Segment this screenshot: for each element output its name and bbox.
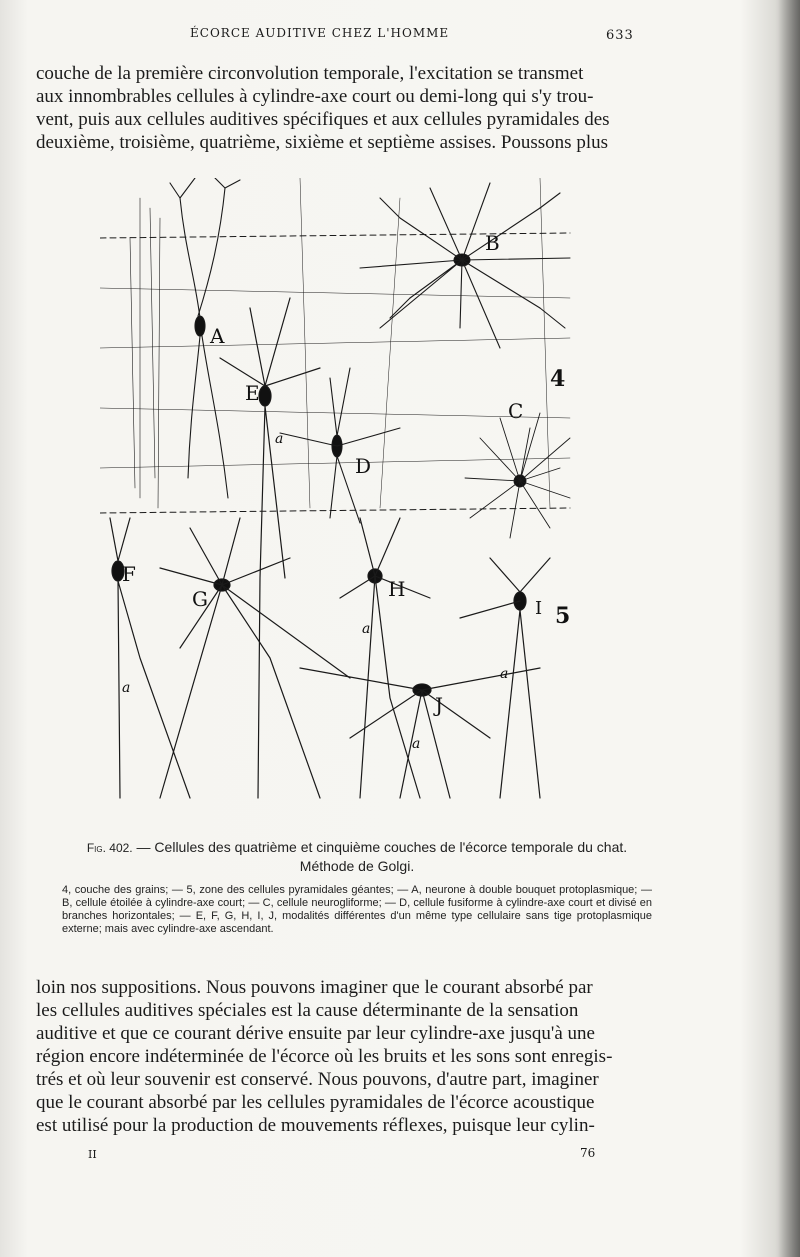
figure-label: E bbox=[245, 381, 260, 405]
figure-label: D bbox=[355, 454, 372, 478]
figure-legend: 4, couche des grains; — 5, zone des cellules pyramidales géantes; — A, neurone à double bouquet protoplasmique; — B, cellule étoilée à cylindre-axe court; — C, cellule neurogliforme; — D, cellule fusiforme à cylindre-axe court et divisé en branches horizontales; — E, F, G, H, I, J, modalités différentes d'un même type cellulaire sans tige protoplasmique externe; mais avec cylindre-axe ascendant. bbox=[62, 884, 652, 935]
caption-text: — Cellules des quatrième et cinquième couches de l'écorce temporale du chat. Méthode de Golgi. bbox=[136, 839, 628, 874]
text-line: couche de la première circonvolution temporale, l'excitation se transmet bbox=[36, 63, 584, 84]
text-line: région encore indéterminée de l'écorce où les bruits et les sons sont enregis- bbox=[36, 1046, 613, 1067]
figure-drawing bbox=[100, 178, 570, 798]
text-line: est utilisé pour la production de mouvements réflexes, puisque leur cylin- bbox=[36, 1115, 595, 1136]
figure-label: B bbox=[485, 231, 500, 255]
caption-title bbox=[62, 838, 652, 875]
golgi-neuron-figure bbox=[100, 178, 580, 823]
neuron-b bbox=[360, 183, 570, 348]
top-paragraph bbox=[36, 62, 652, 154]
text-line: trés et où leur souvenir est conservé. Nous pouvons, d'autre part, imaginer bbox=[36, 1069, 599, 1090]
caption-label: Fig. 402. bbox=[86, 841, 133, 855]
neuron-d bbox=[280, 368, 400, 523]
figure-labels bbox=[122, 231, 570, 752]
neuron-f bbox=[110, 518, 190, 798]
running-head bbox=[0, 22, 800, 42]
figure-label: a bbox=[412, 736, 421, 752]
neuron-g bbox=[160, 518, 350, 798]
figure-label: I bbox=[535, 598, 543, 619]
figure-label: a bbox=[275, 431, 284, 447]
figure-label: H bbox=[388, 577, 406, 601]
text-line: loin nos suppositions. Nous pouvons imaginer que le courant absorbé par bbox=[36, 977, 593, 998]
footer-sheet-number: 76 bbox=[580, 1146, 596, 1160]
figure-label: G bbox=[192, 587, 208, 611]
figure-label: a bbox=[500, 666, 509, 682]
neuron-c bbox=[465, 413, 570, 538]
figure-label: A bbox=[210, 324, 225, 348]
figure-label: a bbox=[122, 680, 131, 696]
text-line: deuxième, troisième, quatrième, sixième et septième assises. Poussons plus bbox=[36, 132, 609, 153]
figure-caption bbox=[62, 838, 652, 875]
page-number: 633 bbox=[606, 28, 634, 43]
figure-label: a bbox=[362, 621, 371, 637]
text-line: auditive et que ce courant dérive ensuite par leur cylindre-axe jusqu'à une bbox=[36, 1023, 595, 1044]
bottom-paragraph bbox=[36, 976, 652, 1137]
text-line: vent, puis aux cellules auditives spécifiques et aux cellules pyramidales des bbox=[36, 109, 610, 130]
text-line: aux innombrables cellules à cylindre-axe court ou demi-long qui s'y trou- bbox=[36, 86, 594, 107]
page-gutter-shadow bbox=[778, 0, 800, 1257]
footer-signature: II bbox=[88, 1148, 97, 1161]
figure-label: C bbox=[508, 399, 524, 423]
figure-label: F bbox=[122, 562, 136, 586]
layer-label: 4 bbox=[550, 366, 566, 392]
text-line: que le courant absorbé par les cellules pyramidales de l'écorce acoustique bbox=[36, 1092, 595, 1113]
running-title: ÉCORCE AUDITIVE CHEZ L'HOMME bbox=[190, 26, 450, 40]
text-line: les cellules auditives spéciales est la cause déterminante de la sensation bbox=[36, 1000, 579, 1021]
neuron-j bbox=[300, 668, 540, 798]
neuron-h bbox=[340, 518, 430, 798]
layer-label: 5 bbox=[555, 603, 571, 629]
neuron-e bbox=[220, 298, 320, 798]
layer-boundary-line bbox=[100, 508, 570, 513]
figure-label: J bbox=[435, 693, 444, 717]
